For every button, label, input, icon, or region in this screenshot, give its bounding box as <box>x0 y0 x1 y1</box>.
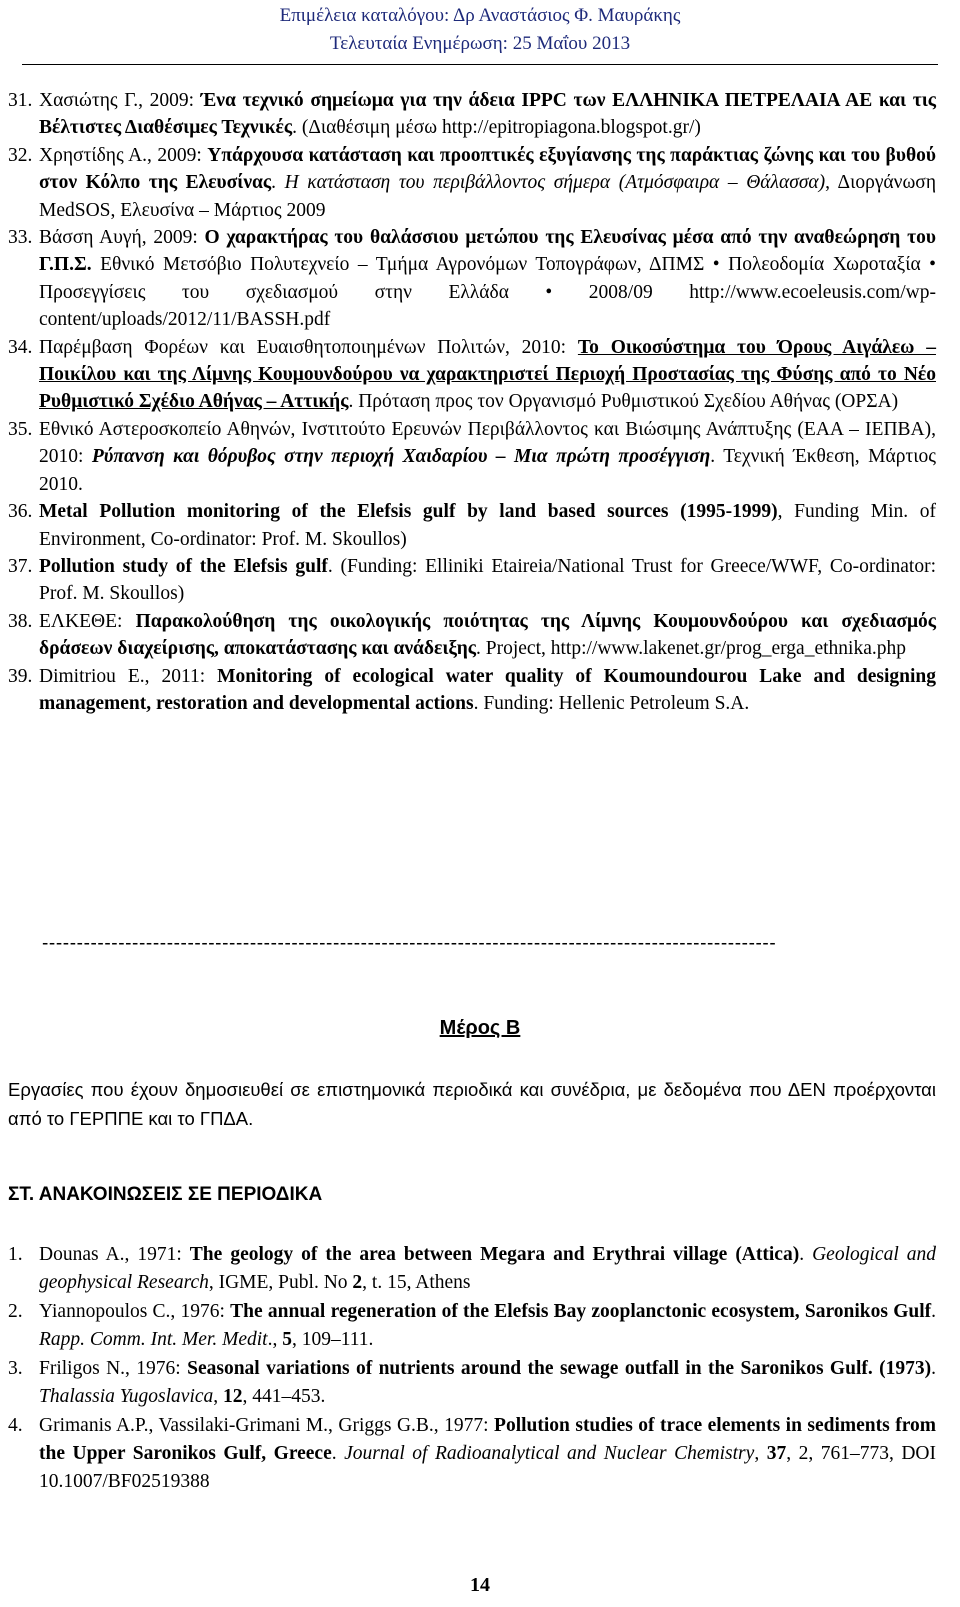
reference-entry <box>8 1355 936 1411</box>
reference-segment: . <box>931 1358 936 1379</box>
reference-segment: , <box>754 1443 767 1464</box>
reference-number: 4. <box>8 1415 23 1436</box>
reference-number: 37. <box>8 555 33 577</box>
reference-segment: Grimanis A.P., Vassilaki-Grimani M., Griggs G.B., 1977: <box>39 1415 495 1436</box>
reference-text <box>39 334 936 416</box>
reference-segment: The annual regeneration of the Elefsis Bay zooplanctonic ecosystem, Saronikos Gulf <box>230 1301 932 1322</box>
reference-segment: , 2, 761–773, DOI 10.1007/BF02519388 <box>39 1443 937 1492</box>
reference-segment: Βάσση Αυγή, 2009: <box>39 227 205 249</box>
reference-entry <box>8 498 936 553</box>
reference-segment: . Πρόταση προς τον Οργανισμό Ρυθμιστικού Σχεδίου Αθήνας (ΟΡΣΑ) <box>348 391 899 413</box>
reference-number: 1. <box>8 1244 23 1265</box>
reference-entry <box>8 142 936 224</box>
part-b-intro <box>8 1075 936 1133</box>
reference-number: 31. <box>8 90 33 111</box>
reference-segment: 37 <box>766 1443 787 1464</box>
reference-segment: . Funding: Hellenic Petroleum S.A. <box>473 692 750 714</box>
reference-segment: Dounas A., 1971: <box>39 1244 190 1265</box>
reference-segment: Ο χαρακτήρας του θαλάσσιου μετώπου της Ελευσίνας μέσα από την αναθεώρηση του Γ.Π.Σ. <box>39 227 936 276</box>
reference-entry <box>8 608 936 663</box>
reference-text <box>39 1355 936 1411</box>
reference-entry <box>8 553 936 608</box>
reference-number: 3. <box>8 1358 23 1379</box>
page-number: 14 <box>470 1574 490 1596</box>
reference-segment: . (Funding: Elliniki Etaireia/National Trust for Greece/WWF, Co-ordinator: Prof. M. Skoullos) <box>39 555 936 605</box>
reference-number: 38. <box>8 610 33 632</box>
reference-entry <box>8 334 936 416</box>
reference-segment: Friligos N., 1976: <box>39 1358 188 1379</box>
header-rule <box>22 64 938 65</box>
part-b-intro-text: Εργασίες που έχουν δημοσιευθεί σε επιστημονικά περιοδικά και συνέδρια, με δεδομένα που ΔΕΝ προέρχονται από το ΓΕΡΠΠΕ και το ΓΠΔΑ. <box>8 1079 936 1129</box>
reference-segment: Metal Pollution monitoring of the Elefsis gulf by land based sources (1995-1999) <box>39 501 778 523</box>
reference-text <box>39 224 936 334</box>
reference-segment: Το Οικοσύστημα του Όρους Αιγάλεω – Ποικίλου και της Λίμνης Κουμουνδούρου να χαρακτηριστεί Περιοχή Προστασίας της Φύσης από το Νέο Ρυθμιστικό Σχέδιο Αθήνας – Αττικής <box>39 336 936 413</box>
section-separator: ---------------------------------------------------------------------------------------------------------- <box>42 933 777 954</box>
reference-text <box>39 1298 936 1354</box>
reference-text <box>39 1412 936 1496</box>
reference-segment: . Project, http://www.lakenet.gr/prog_erga_ethnika.php <box>476 638 906 660</box>
reference-text <box>39 608 936 663</box>
reference-segment: Monitoring of ecological water quality of Koumoundourou Lake and designing management, restoration and developmental actions <box>39 665 936 714</box>
reference-segment: Ρύπανση και θόρυβος στην περιοχή Χαιδαρίου – Μια πρώτη προσέγγιση <box>91 446 711 468</box>
reference-segment: ΕΛΚΕΘΕ: <box>39 610 136 632</box>
reference-segment: Yiannopoulos C., 1976: <box>39 1301 231 1322</box>
reference-segment: Journal of Radioanalytical and Nuclear Chemistry <box>344 1443 755 1464</box>
reference-segment: Pollution study of the Elefsis gulf <box>39 555 328 577</box>
reference-segment: Χασιώτης Γ., 2009: <box>39 90 201 111</box>
reference-list-journals <box>8 1241 936 1497</box>
reference-segment: . <box>331 1443 345 1464</box>
reference-segment: ., <box>267 1329 283 1350</box>
reference-entry <box>8 1241 936 1297</box>
reference-segment: Dimitriou E., 2011: <box>39 665 218 687</box>
reference-text <box>39 87 936 142</box>
reference-text <box>39 416 936 498</box>
reference-segment: . <box>931 1301 936 1322</box>
reference-segment: Παρέμβαση Φορέων και Ευαισθητοποιημένων Πολιτών, 2010: <box>39 336 578 358</box>
header-update-line: Τελευταία Ενημέρωση: 25 Μαΐου 2013 <box>329 33 631 54</box>
reference-number: 34. <box>8 336 33 358</box>
reference-number: 39. <box>8 665 33 687</box>
reference-entry <box>8 224 936 334</box>
reference-segment: , t. 15, Athens <box>362 1272 471 1293</box>
reference-number: 35. <box>8 418 33 440</box>
reference-segment: Ένα τεχνικό σημείωμα για την άδεια IPPC των ΕΛΛΗΝΙΚΑ ΠΕΤΡΕΛΑΙΑ ΑΕ και τις Βέλτιστες Διαθέσιμες Τεχνικές <box>39 90 936 139</box>
reference-entry <box>8 1412 936 1496</box>
reference-number: 36. <box>8 501 33 523</box>
reference-segment: Εθνικό Μετσόβιο Πολυτεχνείο – Τμήμα Αγρονόμων Τοπογράφων, ΔΠΜΣ • Πολεοδομία Χωροταξία • Προσεγγίσεις του σχεδιασμού στην Ελλάδα • 2008/09 http://www.ecoeleusis.com/wp-content/uploads/2012/11/BASSH.pdf <box>39 254 936 331</box>
reference-segment: , IGME, Publ. No <box>208 1272 353 1293</box>
reference-number: 2. <box>8 1301 23 1322</box>
reference-segment: , <box>213 1386 224 1407</box>
reference-segment: Παρακολούθηση της οικολογικής ποιότητας της Λίμνης Κουμουνδούρου και σχεδιασμός δράσεων διαχείρισης, αποκατάστασης και ανάδειξης <box>39 610 936 660</box>
reference-entry <box>8 416 936 498</box>
reference-segment: 2 <box>352 1272 363 1293</box>
reference-text <box>39 663 936 718</box>
reference-text <box>39 142 936 224</box>
reference-number: 32. <box>8 144 33 166</box>
reference-segment: . <box>799 1244 813 1265</box>
reference-segment: . <box>271 172 285 194</box>
reference-segment: Thalassia Yugoslavica <box>39 1386 214 1407</box>
reference-segment: Seasonal variations of nutrients around the sewage outfall in the Saronikos Gulf. (1973) <box>187 1358 932 1379</box>
reference-segment: 5 <box>282 1329 292 1350</box>
part-b-title: Μέρος Β <box>439 1017 521 1039</box>
reference-entry <box>8 1298 936 1354</box>
reference-list-part-a <box>8 87 936 717</box>
reference-number: 33. <box>8 227 33 249</box>
reference-segment: . Τεχνική Έκθεση, Μάρτιος 2010. <box>39 446 936 495</box>
reference-segment: Χρηστίδης Α., 2009: <box>39 144 208 166</box>
reference-segment: 12 <box>223 1386 243 1407</box>
reference-segment: , 441–453. <box>242 1386 326 1407</box>
reference-segment: Pollution studies of trace elements in sediments from the Upper Saronikos Gulf, Greece <box>39 1415 936 1464</box>
reference-segment: . (Διαθέσιμη μέσω http://epitropiagona.blogspot.gr/) <box>292 117 701 139</box>
reference-segment: Η κατάσταση του περιβάλλοντος σήμερα (Ατμόσφαιρα – Θάλασσα) <box>284 172 826 194</box>
section-title: ΣΤ. ΑΝΑΚΟΙΝΩΣΕΙΣ ΣΕ ΠΕΡΙΟΔΙΚΑ <box>8 1184 323 1205</box>
reference-segment: Rapp. Comm. Int. Mer. Medit <box>39 1329 268 1350</box>
reference-segment: Εθνικό Αστεροσκοπείο Αθηνών, Ινστιτούτο Ερευνών Περιβάλλοντος και Βιώσιμης Ανάπτυξης (ΕΑΑ – ΙΕΠΒΑ), 2010: <box>39 418 936 468</box>
reference-text <box>39 1241 936 1297</box>
reference-segment: , Διοργάνωση MedSOS, Ελευσίνα – Μάρτιος 2009 <box>39 172 937 221</box>
header-editor-line: Επιμέλεια καταλόγου: Δρ Αναστάσιος Φ. Μαυράκης <box>279 5 681 26</box>
reference-segment: Υπάρχουσα κατάσταση και προοπτικές εξυγίανσης της παράκτιας ζώνης και του βυθού στον Κόλπο της Ελευσίνας <box>39 144 937 194</box>
reference-text <box>39 553 936 608</box>
reference-segment: Geological and geophysical Research <box>39 1244 937 1293</box>
reference-segment: , Funding Min. of Environment, Co-ordinator: Prof. M. Skoullos) <box>39 501 936 550</box>
reference-segment: , 109–111. <box>291 1329 374 1350</box>
reference-text <box>39 498 936 553</box>
reference-segment: The geology of the area between Megara and Erythrai village (Attica) <box>189 1244 800 1265</box>
reference-entry <box>8 87 936 142</box>
reference-entry <box>8 663 936 718</box>
